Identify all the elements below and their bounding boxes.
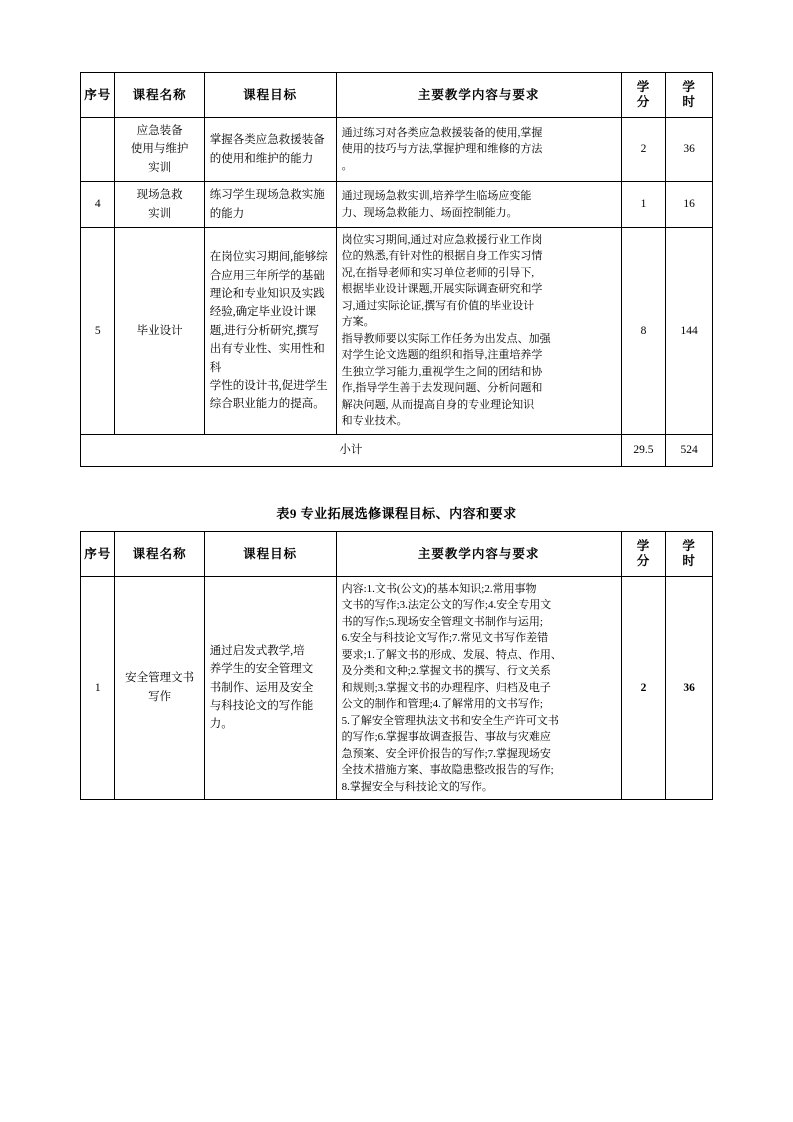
goal-line: 经验,确定毕业设计课 <box>209 306 317 319</box>
content-line: 生独立学习能力,重视学生之间的团结和协 <box>341 365 543 378</box>
table-row <box>81 227 713 434</box>
cell-credit: 2 <box>621 118 666 182</box>
header-hours <box>666 73 713 118</box>
content-line: 8.掌握安全与科技论文的写作。 <box>341 780 493 793</box>
course-name-line: 使用与维护 <box>130 143 189 156</box>
cell-credit: 2 <box>621 576 666 800</box>
cell-course-goal <box>204 576 336 800</box>
goal-line: 的使用和维护的能力 <box>209 152 314 165</box>
table-subtotal-row <box>81 434 713 466</box>
course-name-line: 写作 <box>148 690 172 703</box>
goal-line: 练习学生现场急救实施 <box>209 189 325 202</box>
content-line: 公文的制作和管理;4.了解常用的文书写作; <box>341 698 543 711</box>
cell-course-name <box>115 182 204 228</box>
course-name-line: 现场急救 <box>136 189 183 202</box>
cell-content <box>336 227 621 434</box>
table-header-row <box>81 531 713 576</box>
goal-line: 理论和专业知识及实践 <box>209 287 325 300</box>
content-line: 解决问题, 从而提高自身的专业理论知识 <box>341 398 535 411</box>
content-line: 习,通过实际论证,撰写有价值的毕业设计 <box>341 299 535 312</box>
content-line: 位的熟悉,有针对性的根据自身工作实习情 <box>341 250 543 263</box>
goal-line: 出有专业性、实用性和科 <box>209 343 325 374</box>
subtotal-label: 小计 <box>81 434 622 466</box>
course-name-line: 实训 <box>148 207 172 220</box>
header-hours-line2: 时 <box>682 95 696 109</box>
cell-course-name <box>115 227 204 434</box>
header-credit-line2: 分 <box>636 95 651 109</box>
content-line: 对学生论文选题的组织和指导,注重培养学 <box>341 349 543 362</box>
cell-no: 5 <box>81 227 115 434</box>
content-line: 6.安全与科技论文写作;7.常见文书写作差错 <box>341 632 549 645</box>
course-name-line: 实训 <box>148 161 172 174</box>
cell-credit: 8 <box>621 227 666 434</box>
header-course-goal: 课程目标 <box>204 73 336 118</box>
cell-course-goal <box>204 227 336 434</box>
header-no-text: 序号 <box>84 546 112 561</box>
header-hours-line1: 学 <box>682 80 696 94</box>
header-no <box>81 531 115 576</box>
cell-content <box>336 576 621 800</box>
content-line: 急预案、安全评价报告的写作;7.掌握现场安 <box>341 747 551 760</box>
header-credit <box>621 531 666 576</box>
content-line: 力、现场急救能力、场面控制能力。 <box>341 206 518 219</box>
table-row <box>81 118 713 182</box>
goal-line: 的能力 <box>209 207 245 220</box>
cell-no: 4 <box>81 182 115 228</box>
content-line: 方案。 <box>341 316 375 329</box>
section-gap <box>80 467 713 503</box>
table-caption: 表9 专业拓展选修课程目标、内容和要求 <box>276 505 517 521</box>
cell-course-goal <box>204 118 336 182</box>
goal-line: 通过启发式教学,培 <box>209 644 305 657</box>
content-line: 指导教师要以实际工作任务为出发点、加强 <box>341 332 551 345</box>
content-line: 通过练习对各类应急救援装备的使用,掌握 <box>341 126 543 139</box>
header-no: 序号 <box>81 73 115 118</box>
cell-course-name <box>115 576 204 800</box>
cell-course-goal <box>204 182 336 228</box>
content-line: 使用的技巧与方法,掌握护理和维修的方法 <box>341 143 543 156</box>
cell-credit: 1 <box>621 182 666 228</box>
cell-content <box>336 118 621 182</box>
cell-no: 1 <box>81 576 115 800</box>
course-name-line: 安全管理文书 <box>125 672 195 685</box>
header-credit <box>621 73 666 118</box>
content-line: 内容:1.文书(公文)的基本知识;2.常用事物 <box>341 582 537 595</box>
goal-line: 学性的设计书,促进学生 <box>209 379 328 392</box>
goal-line: 题,进行分析研究,撰写 <box>209 324 319 337</box>
goal-line: 合应用三年所学的基础 <box>209 269 325 282</box>
header-course-goal: 课程目标 <box>204 531 336 576</box>
content-line: 。 <box>341 159 353 172</box>
cell-hours: 144 <box>666 227 713 434</box>
header-hours <box>666 531 713 576</box>
elective-course-table <box>80 531 713 801</box>
header-content: 主要教学内容与要求 <box>336 531 621 576</box>
table-header-row <box>81 73 713 118</box>
header-course-name: 课程名称 <box>115 73 204 118</box>
goal-line: 养学生的安全管理文 <box>209 663 314 676</box>
cell-hours: 16 <box>666 182 713 228</box>
course-name-line: 应急装备 <box>136 125 183 137</box>
header-credit-line2: 分 <box>636 553 651 568</box>
content-line: 及分类和文种;2.掌握文书的撰写、行文关系 <box>341 665 551 678</box>
content-line: 和专业技术。 <box>341 415 408 428</box>
table-row <box>81 576 713 800</box>
goal-line: 书制作、运用及安全 <box>209 681 314 694</box>
goal-line: 与科技论文的写作能 <box>209 700 314 713</box>
content-line: 况,在指导老师和实习单位老师的引导下, <box>341 266 535 279</box>
goal-line: 在岗位实习期间,能够综 <box>209 251 328 264</box>
subtotal-credit: 29.5 <box>621 434 666 466</box>
goal-line: 综合职业能力的提高。 <box>209 398 325 411</box>
content-line: 5.了解安全管理执法文书和安全生产许可文书 <box>341 714 559 727</box>
header-content: 主要教学内容与要求 <box>336 73 621 118</box>
content-line: 岗位实习期间,通过对应急救援行业工作岗 <box>341 233 543 246</box>
content-line: 全技术措施方案、事故隐患整改报告的写作; <box>341 764 554 777</box>
cell-hours: 36 <box>666 118 713 182</box>
header-credit-line1: 学 <box>636 538 651 553</box>
content-line: 通过现场急救实训,培养学生临场应变能 <box>341 190 532 203</box>
header-credit-line1: 学 <box>636 80 651 94</box>
content-line: 书的写作;5.现场安全管理文书制作与运用; <box>341 615 543 628</box>
table-row <box>81 182 713 228</box>
goal-line: 力。 <box>209 718 233 731</box>
cell-course-name <box>115 118 204 182</box>
content-line: 根据毕业设计课题,开展实际调查研究和学 <box>341 283 543 296</box>
content-line: 作,指导学生善于去发现问题、分析问题和 <box>341 382 543 395</box>
course-table-continued <box>80 72 713 467</box>
cell-no <box>81 118 115 182</box>
course-name-line: 毕业设计 <box>136 324 183 337</box>
subtotal-hours: 524 <box>666 434 713 466</box>
header-hours-line2: 时 <box>682 553 696 568</box>
header-hours-line1: 学 <box>682 538 696 553</box>
content-line: 文书的写作;3.法定公文的写作;4.安全专用文 <box>341 599 552 612</box>
header-course-name: 课程名称 <box>115 531 204 576</box>
cell-hours: 36 <box>666 576 713 800</box>
content-line: 要求;1.了解文书的形成、发展、特点、作用、 <box>341 648 562 661</box>
content-line: 的写作;6.掌握事故调查报告、事故与灾难应 <box>341 731 551 744</box>
cell-content <box>336 182 621 228</box>
content-line: 和规则;3.掌握文书的办理程序、归档及电子 <box>341 681 551 694</box>
goal-line: 掌握各类应急救援装备 <box>209 134 325 147</box>
